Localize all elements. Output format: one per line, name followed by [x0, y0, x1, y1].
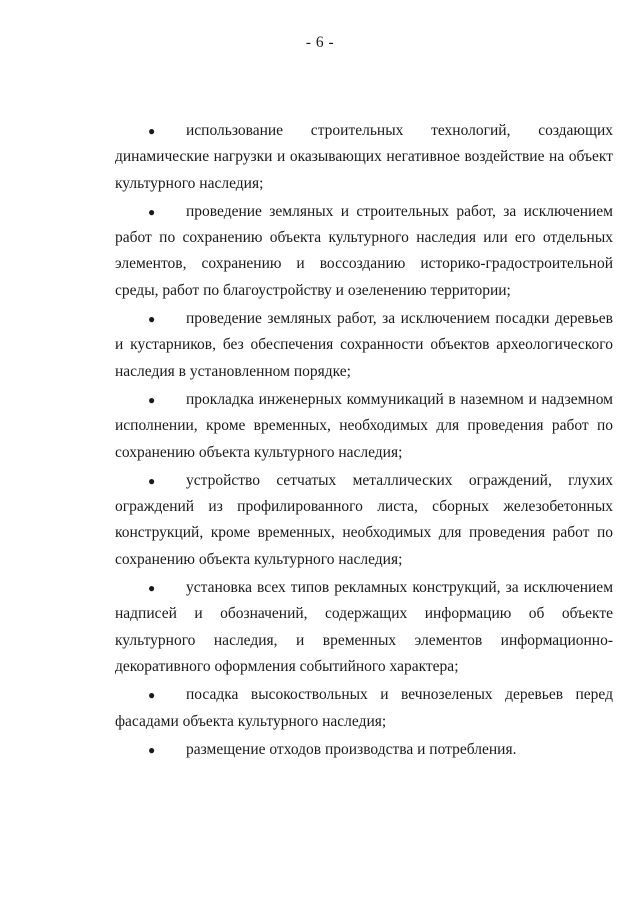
list-item-text: использование строительных технологий, создающих динамические нагрузки и оказывающих негативное воздействие на объект культурного наследия; — [115, 122, 613, 192]
restrictions-list — [115, 118, 613, 765]
list-item — [115, 387, 613, 466]
bullet-icon: ● — [148, 392, 156, 407]
bullet-icon: ● — [148, 581, 156, 596]
list-item — [115, 468, 613, 573]
list-item — [115, 575, 613, 680]
list-item-text: размещение отходов производства и потребления. — [186, 740, 517, 758]
list-item — [115, 737, 613, 763]
bullet-icon: ● — [148, 312, 156, 327]
list-item-text: установка всех типов рекламных конструкций, за исключением надписей и обозначений, содержащих информацию об объекте культурного наследия, и временных элементов информационно-декоративного оформления событийного характера; — [115, 579, 613, 675]
list-item — [115, 118, 613, 197]
list-item-text: посадка высокоствольных и вечнозеленых деревьев перед фасадами объекта культурного наследия; — [115, 686, 613, 730]
list-item-text: прокладка инженерных коммуникаций в наземном и надземном исполнении, кроме временных, необходимых для проведения работ по сохранению объекта культурного наследия; — [115, 390, 613, 461]
bullet-icon: ● — [148, 473, 156, 488]
page-number: - 6 - — [305, 34, 335, 51]
bullet-icon: ● — [148, 204, 156, 219]
list-item — [115, 199, 613, 304]
list-item — [115, 682, 613, 735]
list-item-text: устройство сетчатых металлических ограждений, глухих ограждений из профилированного листа, сборных железобетонных конструкций, кроме временных, необходимых для проведения работ по сохранению объекта культурного наследия; — [115, 471, 613, 568]
list-item-text: проведение земляных и строительных работ, за исключением работ по сохранению объекта культурного наследия или его отдельных элементов, сохранению и воссозданию историко-градостроительной среды, работ по благоустройству и озеленению территории; — [115, 202, 613, 299]
bullet-icon: ● — [148, 688, 156, 703]
bullet-icon: ● — [148, 742, 156, 757]
bullet-icon: ● — [148, 124, 156, 138]
list-item — [115, 306, 613, 385]
list-item-text: проведение земляных работ, за исключением посадки деревьев и кустарников, без обеспечения сохранности объектов археологического наследия в установленном порядке; — [115, 310, 613, 380]
